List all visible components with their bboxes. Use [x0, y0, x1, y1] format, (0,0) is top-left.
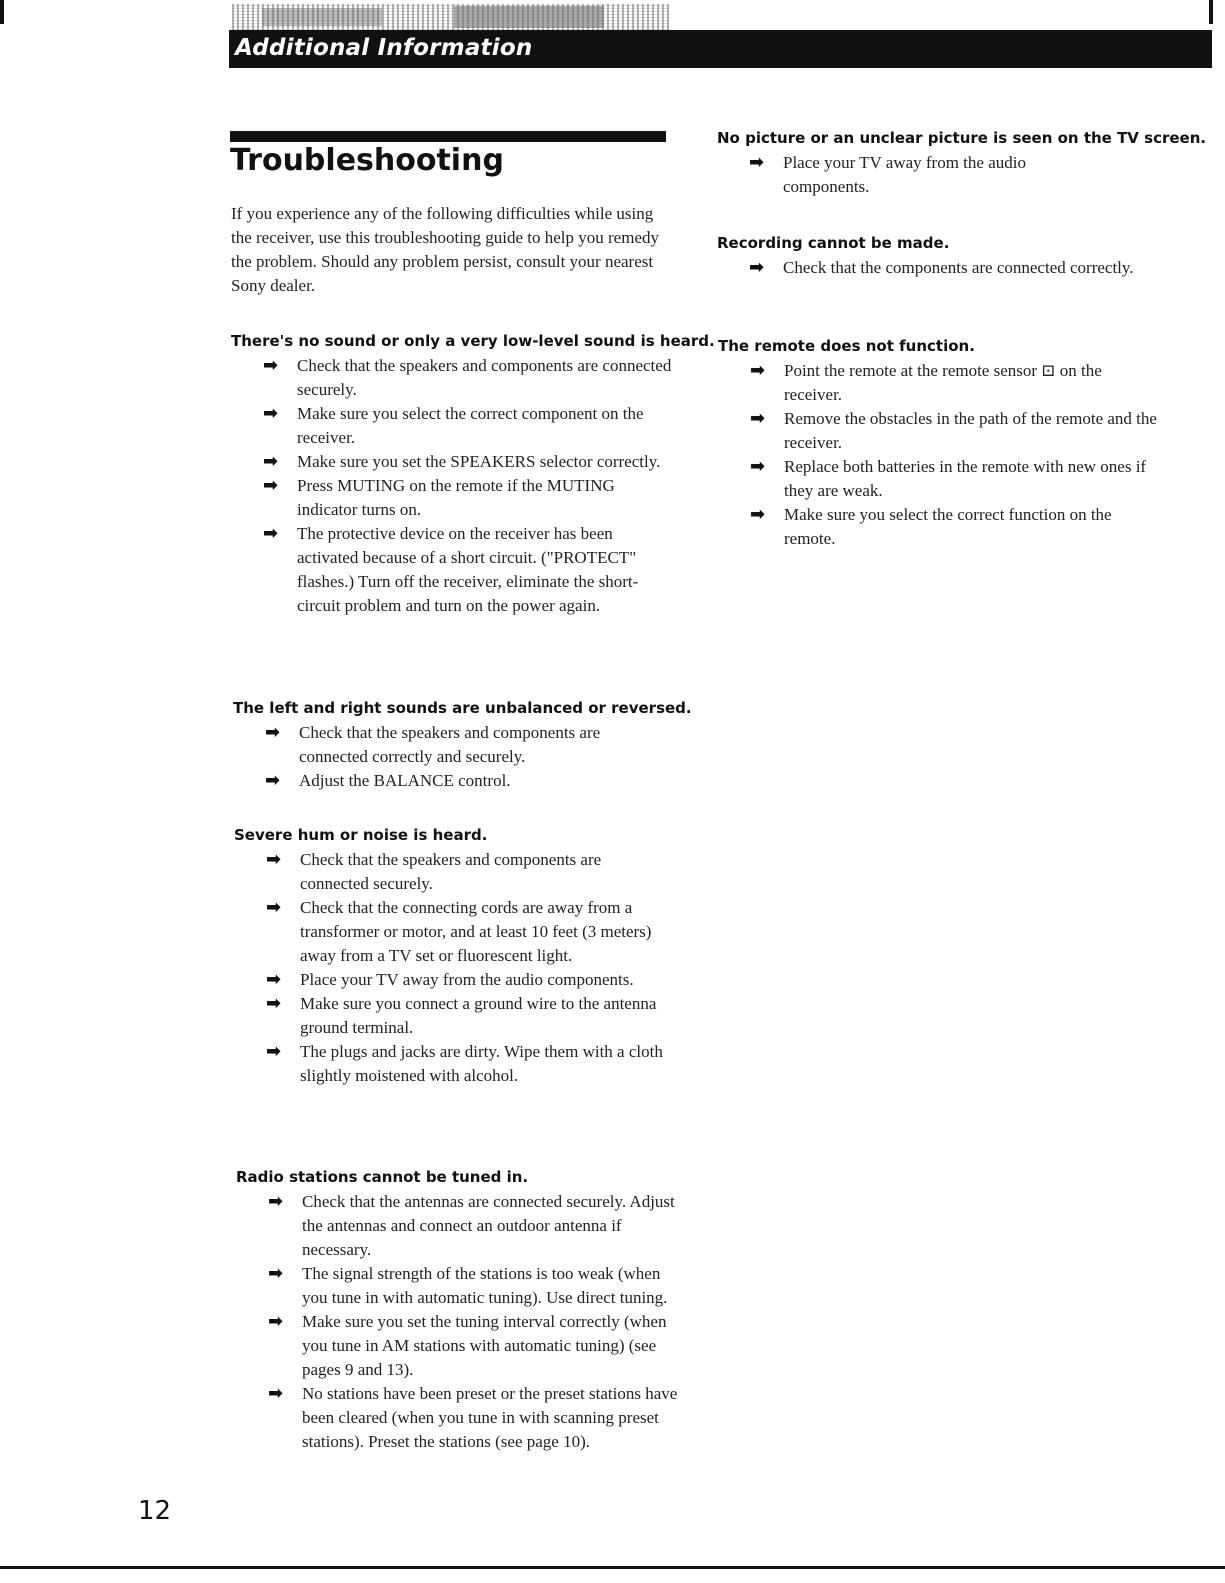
- arrow-right-icon: ➡: [266, 969, 282, 990]
- list-item-text: Check that the speakers and components are connected securely.: [300, 850, 602, 893]
- list-item: [233, 769, 673, 793]
- list-item-text: Check that the speakers and components are connected correctly and securely.: [299, 723, 601, 766]
- remedy-list: [233, 721, 673, 793]
- list-item-text: Make sure you connect a ground wire to the antenna ground terminal.: [300, 994, 657, 1037]
- arrow-right-icon: ➡: [263, 451, 279, 472]
- section-header-title: Additional Information: [235, 35, 533, 61]
- remedy-list: [717, 151, 1107, 199]
- arrow-right-icon: ➡: [749, 152, 765, 173]
- list-item-text: Press MUTING on the remote if the MUTING indicator turns on.: [297, 476, 615, 519]
- section-unbalanced: [233, 697, 692, 793]
- intro-paragraph: If you experience any of the following difficulties while using the receiver, use this troubleshooting guide to help you remedy the problem. Should any problem persist, consult your nearest Sony dealer.: [231, 204, 659, 295]
- list-item-text: Point the remote at the remote sensor ⊡ on the receiver.: [784, 361, 1102, 404]
- list-item: [718, 359, 1163, 407]
- section-recording: [717, 232, 1157, 280]
- page-edge-mark-right: [1209, 0, 1213, 24]
- list-item-text: Check that the connecting cords are away from a transformer or motor, and at least 10 feet (3 meters) away from a TV set or fluorescent light.: [300, 898, 652, 965]
- section-heading: The remote does not function.: [718, 337, 975, 355]
- page-edge-mark-left: [0, 0, 4, 24]
- list-item-text: The signal strength of the stations is too weak (when you tune in with automatic tuning). Use direct tuning.: [302, 1264, 668, 1307]
- list-item: [234, 968, 674, 992]
- arrow-right-icon: ➡: [263, 475, 279, 496]
- list-item: [236, 1382, 681, 1454]
- section-heading: No picture or an unclear picture is seen on the TV screen.: [717, 129, 1207, 147]
- list-item-text: Adjust the BALANCE control.: [299, 771, 511, 790]
- section-heading: Severe hum or noise is heard.: [234, 826, 488, 844]
- remedy-list: [718, 359, 1163, 551]
- arrow-right-icon: ➡: [268, 1311, 284, 1332]
- list-item-text: Check that the components are connected correctly.: [783, 258, 1134, 277]
- list-item-text: Make sure you set the tuning interval correctly (when you tune in AM stations with automatic tuning) (see pages 9 and 13).: [302, 1312, 667, 1379]
- list-item: [236, 1310, 681, 1382]
- section-header-bar: [229, 30, 1212, 68]
- list-item-text: No stations have been preset or the preset stations have been cleared (when you tune in with scanning preset stations). Preset the stations (see page 10).: [302, 1384, 678, 1451]
- list-item-text: Make sure you select the correct component on the receiver.: [297, 404, 644, 447]
- list-item: [233, 721, 673, 769]
- list-item: [231, 474, 676, 522]
- arrow-right-icon: ➡: [268, 1263, 284, 1284]
- remedy-list: [236, 1190, 681, 1454]
- page-title: Troubleshooting: [230, 143, 504, 178]
- section-heading: There's no sound or only a very low-level sound is heard.: [231, 332, 715, 350]
- remedy-list: [234, 848, 674, 1088]
- arrow-right-icon: ➡: [268, 1191, 284, 1212]
- list-item-text: Check that the speakers and components are connected securely.: [297, 356, 672, 399]
- remedy-list: [717, 256, 1137, 280]
- list-item: [717, 256, 1137, 280]
- list-item: [234, 992, 674, 1040]
- list-item: [718, 455, 1163, 503]
- list-item: [234, 848, 674, 896]
- page-number: 12: [138, 1496, 172, 1526]
- list-item-text: Remove the obstacles in the path of the remote and the receiver.: [784, 409, 1157, 452]
- arrow-right-icon: ➡: [266, 993, 282, 1014]
- remedy-list: [231, 354, 676, 618]
- list-item: [231, 450, 676, 474]
- section-no-sound: [231, 330, 715, 618]
- header-texture-block: [454, 6, 604, 28]
- list-item-text: Make sure you select the correct function on the remote.: [784, 505, 1112, 548]
- arrow-right-icon: ➡: [750, 360, 766, 381]
- list-item: [234, 896, 674, 968]
- arrow-right-icon: ➡: [266, 897, 282, 918]
- list-item: [234, 1040, 674, 1088]
- list-item: [236, 1190, 681, 1262]
- section-tv-picture: [717, 127, 1207, 199]
- list-item-text: Make sure you set the SPEAKERS selector correctly.: [297, 452, 661, 471]
- section-hum-noise: [234, 824, 674, 1088]
- list-item: [231, 402, 676, 450]
- arrow-right-icon: ➡: [750, 456, 766, 477]
- arrow-right-icon: ➡: [263, 523, 279, 544]
- arrow-right-icon: ➡: [749, 257, 765, 278]
- section-heading: Radio stations cannot be tuned in.: [236, 1168, 529, 1186]
- list-item: [236, 1262, 681, 1310]
- arrow-right-icon: ➡: [268, 1383, 284, 1404]
- arrow-right-icon: ➡: [750, 408, 766, 429]
- list-item: [718, 503, 1163, 551]
- list-item: [231, 522, 676, 618]
- arrow-right-icon: ➡: [263, 403, 279, 424]
- header-texture-block: [262, 8, 382, 26]
- list-item-text: The protective device on the receiver has been activated because of a short circuit. ("PROTECT" flashes.) Turn off the receiver, eliminate the short-circuit problem and turn on the power again.: [297, 524, 639, 615]
- section-heading: Recording cannot be made.: [717, 234, 950, 252]
- arrow-right-icon: ➡: [263, 355, 279, 376]
- arrow-right-icon: ➡: [750, 504, 766, 525]
- list-item: [718, 407, 1163, 455]
- section-heading: The left and right sounds are unbalanced or reversed.: [233, 699, 692, 717]
- list-item-text: The plugs and jacks are dirty. Wipe them with a cloth slightly moistened with alcohol.: [300, 1042, 663, 1085]
- list-item-text: Replace both batteries in the remote with new ones if they are weak.: [784, 457, 1147, 500]
- list-item-text: Check that the antennas are connected securely. Adjust the antennas and connect an outdoor antenna if necessary.: [302, 1192, 675, 1259]
- list-item-text: Place your TV away from the audio components.: [300, 970, 634, 989]
- section-radio-tuning: [236, 1166, 681, 1454]
- arrow-right-icon: ➡: [266, 1041, 282, 1062]
- title-rule: [230, 131, 666, 142]
- list-item-text: Place your TV away from the audio components.: [783, 153, 1026, 196]
- arrow-right-icon: ➡: [265, 722, 281, 743]
- list-item: [717, 151, 1107, 199]
- list-item: [231, 354, 676, 402]
- arrow-right-icon: ➡: [265, 770, 281, 791]
- page-bottom-rule: [0, 1566, 1225, 1569]
- arrow-right-icon: ➡: [266, 849, 282, 870]
- section-remote: [718, 335, 1163, 551]
- header-texture: [232, 4, 670, 30]
